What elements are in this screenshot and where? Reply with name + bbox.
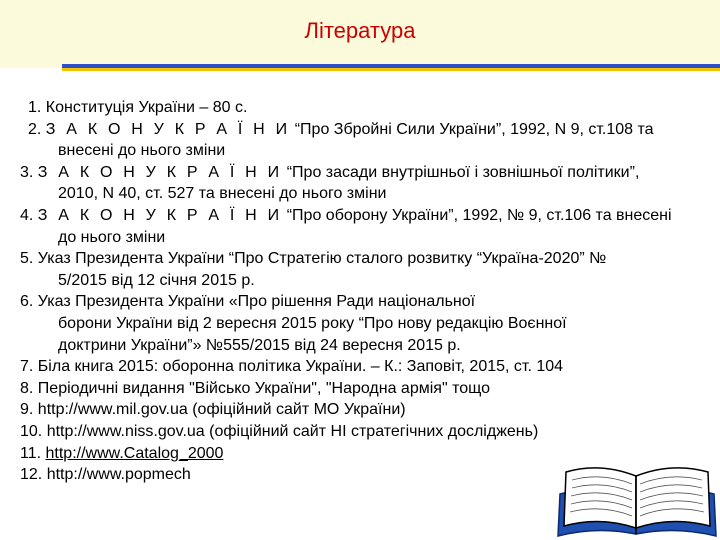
list-item: 9. http://www.mil.gov.ua (офіційний сайт МО України): [20, 401, 406, 419]
list-item: 4. З А К О Н У К Р А Ї Н И “Про оборону України”, 1992, № 9, ст.106 та внесені: [20, 206, 672, 224]
list-item-continuation: внесені до нього зміни: [58, 142, 226, 160]
list-item: 5. Указ Президента України “Про Стратегію сталого розвитку “Україна-2020” №: [20, 250, 607, 268]
list-item-continuation: борони України від 2 вересня 2015 року “Про нову редакцію Воєнної: [58, 314, 567, 332]
list-item: 11. http://www.Catalog_2000: [20, 444, 224, 462]
title-bar: [0, 0, 720, 68]
list-item-continuation: до нього зміни: [58, 228, 166, 246]
list-item-continuation: 5/2015 від 12 січня 2015 р.: [58, 271, 255, 289]
page-title: Література: [304, 18, 416, 43]
list-item: 8. Періодичні видання "Військо України", "Народна армія" тощо: [20, 379, 490, 397]
link-niss[interactable]: http://www.niss.gov.ua (офіційний сайт НІ стратегічних досліджень): [46, 422, 539, 440]
list-item: 6. Указ Президента України «Про рішення Ради національної: [20, 293, 476, 311]
list-item-continuation: доктрини України”» №555/2015 від 24 вересня 2015 р.: [58, 336, 461, 354]
list-item: 12. http://www.popmech: [20, 466, 191, 484]
list-item: 7. Біла книга 2015: оборонна політика України. – К.: Заповіт, 2015, ст. 104: [20, 358, 564, 376]
link-mil[interactable]: http://www.mil.gov.ua (офіційний сайт МО України): [37, 401, 406, 419]
link-popmech[interactable]: http://www.popmech: [46, 466, 191, 484]
list-item: 2. З А К О Н У К Р А Ї Н И “Про Збройні Сили України”, 1992, N 9, ст.108 та: [28, 120, 654, 138]
list-item: 1. Конституція України – 80 с.: [28, 99, 248, 116]
link-catalog[interactable]: http://www.Catalog_2000: [45, 444, 224, 462]
list-item: 3. З А К О Н У К Р А Ї Н И “Про засади внутрішньої і зовнішньої політики”,: [20, 163, 640, 181]
list-item: 10. http://www.niss.gov.ua (офіційний сайт НІ стратегічних досліджень): [20, 422, 539, 440]
open-book-icon: [552, 464, 720, 540]
reference-list: [20, 97, 716, 486]
list-item-continuation: 2010, N 40, ст. 527 та внесені до нього зміни: [58, 185, 387, 203]
title-rule-yellow: [62, 68, 720, 71]
